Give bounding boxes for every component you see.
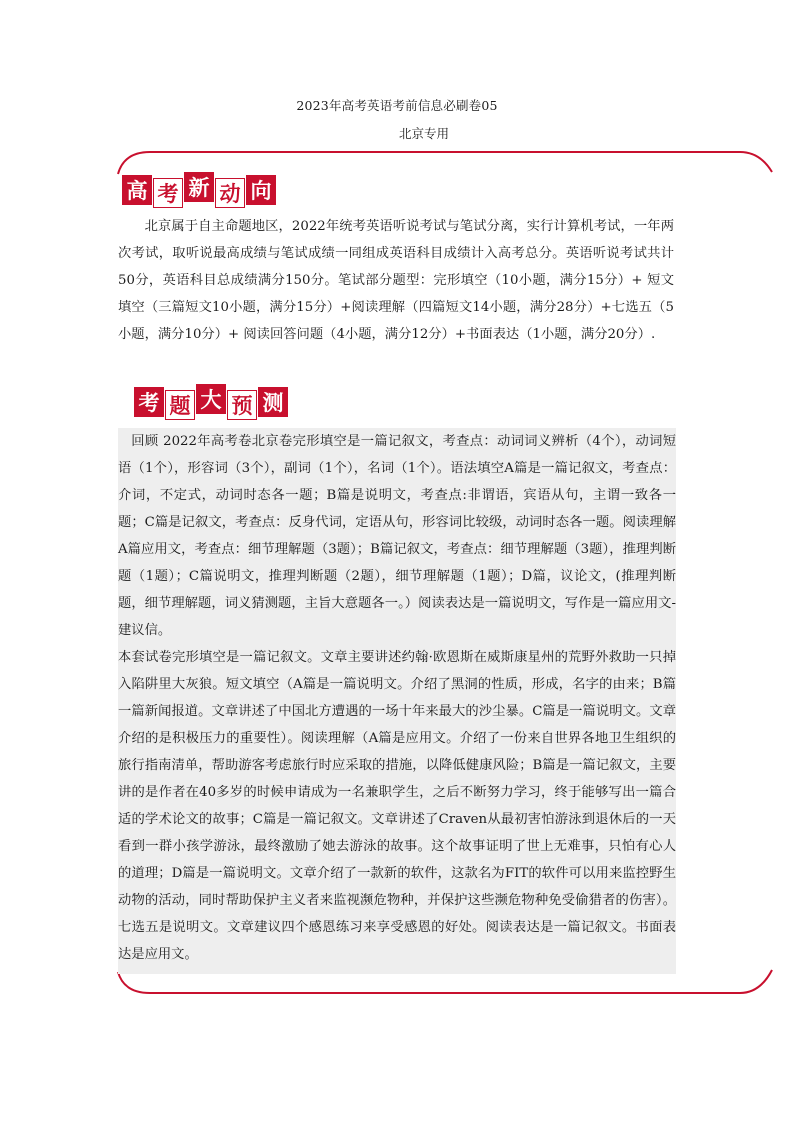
heading-badge: 向 xyxy=(246,175,276,205)
heading-badge: 考 xyxy=(134,387,164,417)
page-subtitle: 北京专用 xyxy=(399,126,450,141)
heading-badge: 动 xyxy=(215,178,245,208)
review-paragraph: 回顾 2022年高考卷北京卷完形填空是一篇记叙文，考查点：动词词义辨析（4个），动词短语（1个），形容词（3个），副词（1个），名词（1个）。语法填空A篇是一篇记叙文，考查点：介词，不定式，动词时态各一题；B篇是说明文，考查点:非谓语，宾语从句，主谓一致各一题；C篇是记叙文，考查点：反身代词，定语从句，形容词比较级，动词时态各一题。阅读理解A篇应用文，考查点：细节理解题（3题）；B篇记叙文，考查点：细节理解题（3题），推理判断题（1题）；C篇说明文，推理判断题（2题），细节理解题（1题）；D篇，议论文，(推理判断题，细节理解题，词义猜测题，主旨大意题各一。）阅读表达是一篇说明文，写作是一篇应用文-建议信。 xyxy=(118,434,676,638)
heading-badge: 考 xyxy=(153,178,183,208)
paper-summary-paragraph: 本套试卷完形填空是一篇记叙文。文章主要讲述约翰·欧恩斯在威斯康星州的荒野外救助一只掉入陷阱里大灰狼。短文填空（A篇是一篇说明文。介绍了黑洞的性质，形成，名字的由来；B篇一篇新闻报道。文章讲述了中国北方遭遇的一场十年来最大的沙尘暴。C篇是一篇说明文。文章介绍的是积极压力的重要性）。阅读理解（A篇是应用文。介绍了一份来自世界各地卫生组织的旅行指南清单，帮助游客考虑旅行时应采取的措施，以降低健康风险；B篇是一篇记叙文，主要讲的是作者在40多岁的时候申请成为一名兼职学生，之后不断努力学习，终于能够写出一篇合适的学术论文的故事；C篇是一篇记叙文。文章讲述了Craven从最初害怕游泳到退休后的一天看到一群小孩学游泳，最终激励了她去游泳的故事。这个故事证明了世上无难事，只怕有心人的道理；D篇是一篇说明文。文章介绍了一款新的软件，这款名为FIT的软件可以用来监控野生动物的活动，同时帮助保护主义者来监视濒危物种，并保护这些濒危物种免受偷猎者的伤害）。七选五是说明文。文章建议四个感恩练习来享受感恩的好处。阅读表达是一篇记叙文。书面表达是应用文。 xyxy=(118,650,676,962)
section-heading-predictions xyxy=(134,384,288,417)
heading-badge: 新 xyxy=(184,172,214,202)
frame-top-line xyxy=(118,152,772,174)
heading-badge: 预 xyxy=(227,390,257,420)
heading-badge: 测 xyxy=(258,387,288,417)
heading-badge: 题 xyxy=(165,390,195,420)
page-title: 2023年高考英语考前信息必刷卷05 xyxy=(296,98,498,113)
trends-paragraph: 北京属于自主命题地区，2022年统考英语听说考试与笔试分离，实行计算机考试，一年两次考试，取听说最高成绩与笔试成绩一同组成英语科目成绩计入高考总分。英语听说考试共计50分，英语科目总成绩满分150分。笔试部分题型：完形填空（10小题，满分15分）+ 短文填空（三篇短文10小题，满分15分）+阅读理解（四篇短文14小题，满分28分）+七选五（5小题，满分10分）+ 阅读回答问题（4小题，满分12分）+书面表达（1小题，满分20分）. xyxy=(118,219,674,342)
heading-badge: 高 xyxy=(122,175,152,205)
heading-badge: 大 xyxy=(196,384,226,414)
section-heading-trends xyxy=(122,172,276,205)
